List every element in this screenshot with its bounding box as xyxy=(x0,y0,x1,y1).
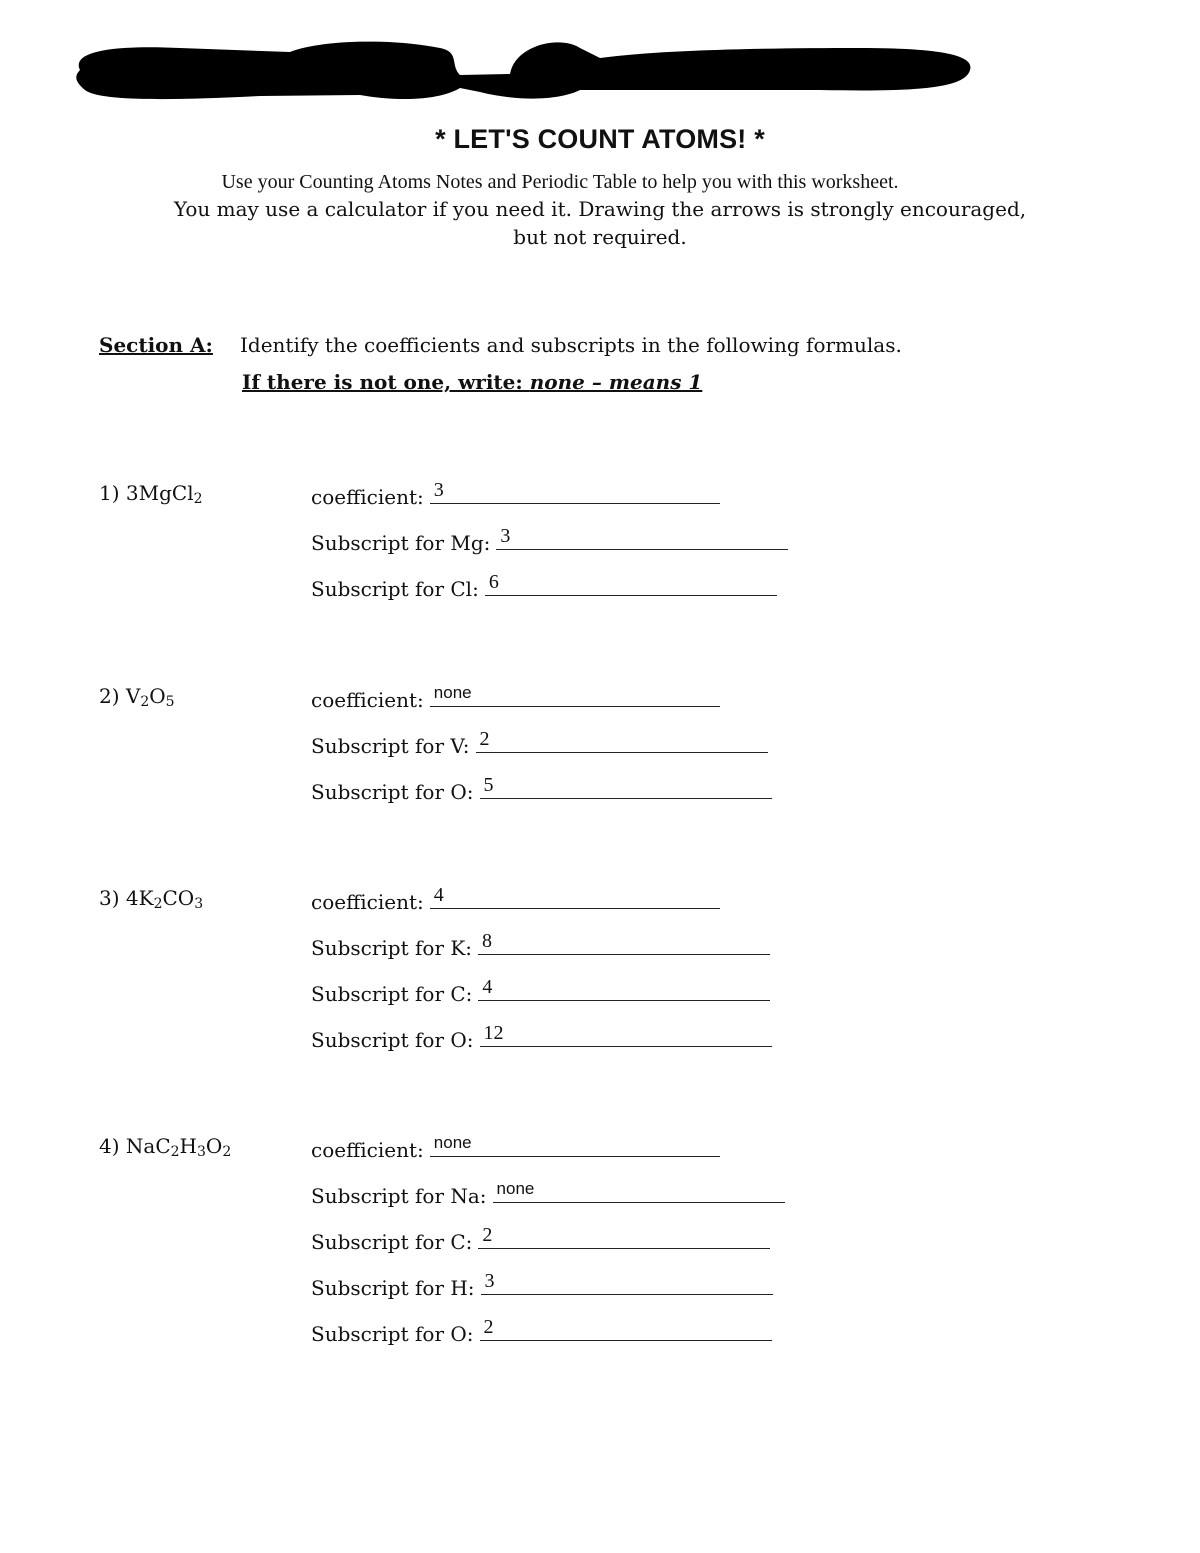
answer-blank[interactable] xyxy=(430,1134,720,1157)
redaction-mark xyxy=(60,30,980,110)
answer-value: none xyxy=(496,1179,535,1198)
answer-value: 2 xyxy=(483,1316,494,1338)
section-label: Section A: xyxy=(99,333,213,357)
answer-blank[interactable] xyxy=(480,776,772,799)
answer-value: 2 xyxy=(482,1224,493,1246)
worksheet-title: * LET'S COUNT ATOMS! * xyxy=(435,124,765,154)
answer-row xyxy=(311,1318,772,1346)
answer-row xyxy=(311,1226,770,1254)
answer-blank[interactable] xyxy=(481,1272,773,1295)
answer-blank[interactable] xyxy=(480,1024,772,1047)
question-number: 4) xyxy=(99,1134,126,1158)
formula-subscript: 2 xyxy=(140,694,150,710)
answer-blank[interactable] xyxy=(430,481,720,504)
answer-label: coefficient: xyxy=(311,890,424,914)
formula-subscript: 3 xyxy=(194,896,204,912)
answer-row xyxy=(311,1134,720,1162)
answer-row xyxy=(311,684,720,712)
rule-prefix: If there is not one, write: xyxy=(242,370,530,394)
formula-subscript: 2 xyxy=(222,1144,232,1160)
question-number: 3) xyxy=(99,886,126,910)
formula-subscript: 3 xyxy=(197,1144,206,1160)
answer-blank[interactable] xyxy=(478,978,770,1001)
answer-value: 3 xyxy=(484,1270,495,1292)
formula-part: CO xyxy=(162,886,195,910)
formula-part: O xyxy=(205,1134,223,1158)
answer-blank[interactable] xyxy=(485,573,777,596)
answer-row xyxy=(311,573,777,601)
answer-blank[interactable] xyxy=(430,684,720,707)
question-number: 1) xyxy=(99,481,126,505)
answer-label: Subscript for O: xyxy=(311,780,474,804)
answer-blank[interactable] xyxy=(476,730,768,753)
answer-row xyxy=(311,481,720,509)
answer-row xyxy=(311,1024,772,1052)
answer-blank[interactable] xyxy=(493,1180,785,1203)
question-formula xyxy=(99,886,203,912)
question-formula xyxy=(99,1134,231,1160)
answer-label: Subscript for C: xyxy=(311,982,473,1006)
answer-label: Subscript for V: xyxy=(311,734,470,758)
answer-label: coefficient: xyxy=(311,485,424,509)
answer-label: Subscript for Mg: xyxy=(311,531,491,555)
answer-value: 12 xyxy=(483,1022,504,1044)
answer-value: none xyxy=(433,683,472,702)
answer-row xyxy=(311,932,770,960)
answer-blank[interactable] xyxy=(478,932,770,955)
answer-label: Subscript for H: xyxy=(311,1276,475,1300)
formula-part: 4K xyxy=(125,886,154,910)
answer-label: Subscript for C: xyxy=(311,1230,473,1254)
formula-part: NaC xyxy=(125,1134,171,1158)
formula-subscript: 2 xyxy=(153,896,163,912)
answer-row xyxy=(311,1272,773,1300)
answer-value: 2 xyxy=(479,728,490,750)
section-rule xyxy=(242,370,702,394)
rule-emphasis: none – means 1 xyxy=(529,370,703,394)
answer-value: 4 xyxy=(433,884,444,906)
answer-value: 6 xyxy=(488,571,499,593)
answer-label: Subscript for Na: xyxy=(311,1184,487,1208)
intro-line-1: Use your Counting Atoms Notes and Periodic Table to help you with this worksheet. xyxy=(221,171,899,193)
answer-blank[interactable] xyxy=(478,1226,770,1249)
answer-blank[interactable] xyxy=(430,886,720,909)
answer-row xyxy=(311,527,788,555)
answer-row xyxy=(311,1180,785,1208)
answer-value: 8 xyxy=(482,930,493,952)
formula-part: 3MgCl xyxy=(125,481,194,505)
formula-part: H xyxy=(179,1134,197,1158)
answer-value: 3 xyxy=(433,479,444,501)
answer-value: 4 xyxy=(482,976,493,998)
question-formula xyxy=(99,684,175,710)
question-number: 2) xyxy=(99,684,126,708)
answer-value: none xyxy=(433,1133,472,1152)
formula-subscript: 2 xyxy=(170,1144,180,1160)
answer-row xyxy=(311,776,772,804)
formula-subscript: 2 xyxy=(193,491,203,507)
question-formula xyxy=(99,481,203,507)
answer-label: Subscript for Cl: xyxy=(311,577,479,601)
formula-part: V xyxy=(125,684,141,708)
formula-subscript: 5 xyxy=(165,694,175,710)
answer-label: Subscript for K: xyxy=(311,936,473,960)
intro-line-3: but not required. xyxy=(513,225,687,249)
formula-part: O xyxy=(149,684,166,708)
answer-row xyxy=(311,730,768,758)
answer-label: coefficient: xyxy=(311,688,424,712)
answer-value: 3 xyxy=(500,525,511,547)
section-instruction: Identify the coefficients and subscripts in the following formulas. xyxy=(240,333,902,357)
intro-line-2: You may use a calculator if you need it. Drawing the arrows is strongly encouraged, xyxy=(173,197,1027,221)
answer-label: Subscript for O: xyxy=(311,1028,474,1052)
answer-blank[interactable] xyxy=(496,527,788,550)
answer-value: 5 xyxy=(483,774,494,796)
answer-row xyxy=(311,978,770,1006)
answer-row xyxy=(311,886,720,914)
answer-blank[interactable] xyxy=(480,1318,772,1341)
answer-label: Subscript for O: xyxy=(311,1322,474,1346)
answer-label: coefficient: xyxy=(311,1138,424,1162)
